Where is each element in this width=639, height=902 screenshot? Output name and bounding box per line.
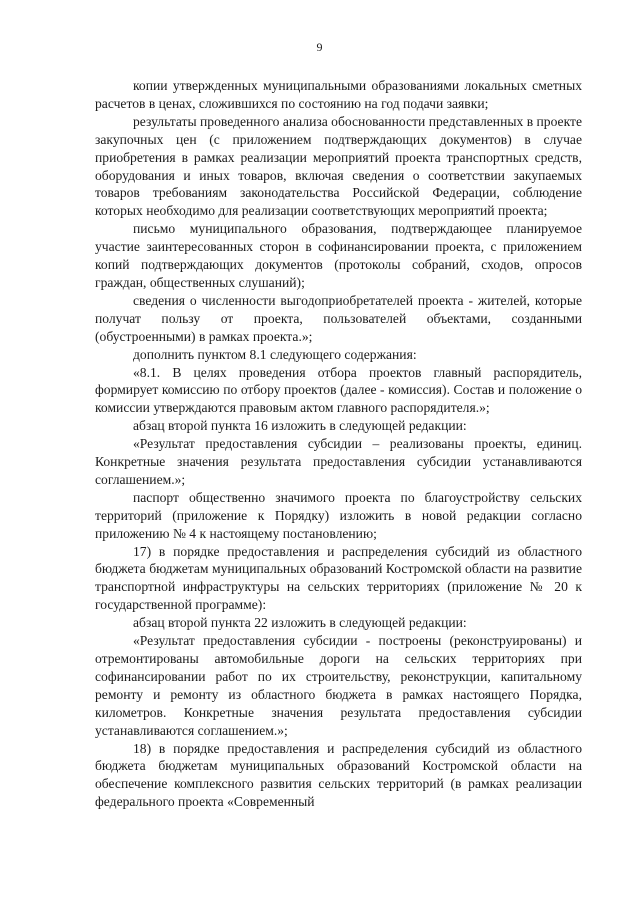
paragraph: дополнить пунктом 8.1 следующего содержания:: [133, 346, 417, 362]
paragraph: письмо муниципального образования, подтверждающее планируемое участие заинтересованных сторон в софинансировании проекта, с приложением копий подтверждающих документов (протоколы собраний, сходов, опросов граждан, общественных слушаний);: [95, 221, 582, 290]
paragraph: результаты проведенного анализа обоснованности представленных в проекте закупочных цен (с приложением подтверждающих документов) в случае приобретения в рамках реализации мероприятий проекта транспортных средств, оборудования и иных товаров, включая сведения о соответствии закупаемых товаров требованиям законодательства Российской Федерации, соблюдение которых необходимо для реализации соответствующих мероприятий проекта;: [95, 113, 582, 219]
paragraph: абзац второй пункта 22 изложить в следующей редакции:: [133, 615, 467, 631]
paragraph: «Результат предоставления субсидии – реализованы проекты, единиц. Конкретные значения результата предоставления субсидии устанавливаются соглашением.»;: [95, 436, 582, 487]
paragraph: копии утвержденных муниципальными образованиями локальных сметных расчетов в ценах, сложившихся по состоянию на год подачи заявки;: [95, 78, 582, 111]
paragraph: 17) в порядке предоставления и распределения субсидий из областного бюджета бюджетам муниципальных образований Костромской области на развитие транспортной инфраструктуры на сельских территориях (приложение № 20 к государственной программе):: [95, 543, 582, 613]
paragraph: 18) в порядке предоставления и распределения субсидий из областного бюджета бюджетам муниципальных образований Костромской области на обеспечение комплексного развития сельских территорий (в рамках реализации федерального проекта «Современный: [95, 740, 582, 810]
document-body: [95, 77, 582, 811]
page-number: 9: [316, 40, 323, 54]
paragraph: «Результат предоставления субсидии - построены (реконструированы) и отремонтированы автомобильные дороги на сельских территориях при софинансировании работ по их строительству, реконструкции, капитальному ремонту и ремонту из областного бюджета в рамках настоящего Порядка, километров. Конкретные значения результата предоставления субсидии устанавливаются соглашением.»;: [95, 633, 582, 738]
paragraph: «8.1. В целях проведения отбора проектов главный распорядитель, формирует комиссию по отбору проектов (далее - комиссия). Состав и положение о комиссии утверждаются правовым актом главного распорядителя.»;: [95, 364, 582, 416]
paragraph: абзац второй пункта 16 изложить в следующей редакции:: [133, 418, 467, 434]
paragraph: паспорт общественно значимого проекта по благоустройству сельских территорий (приложение к Порядку) изложить в новой редакции согласно приложению № 4 к настоящему постановлению;: [95, 489, 582, 541]
paragraph: сведения о численности выгодоприобретателей проекта - жителей, которые получат пользу от проекта, пользователей объектами, созданными (обустроенными) в рамках проекта.»;: [95, 292, 582, 344]
